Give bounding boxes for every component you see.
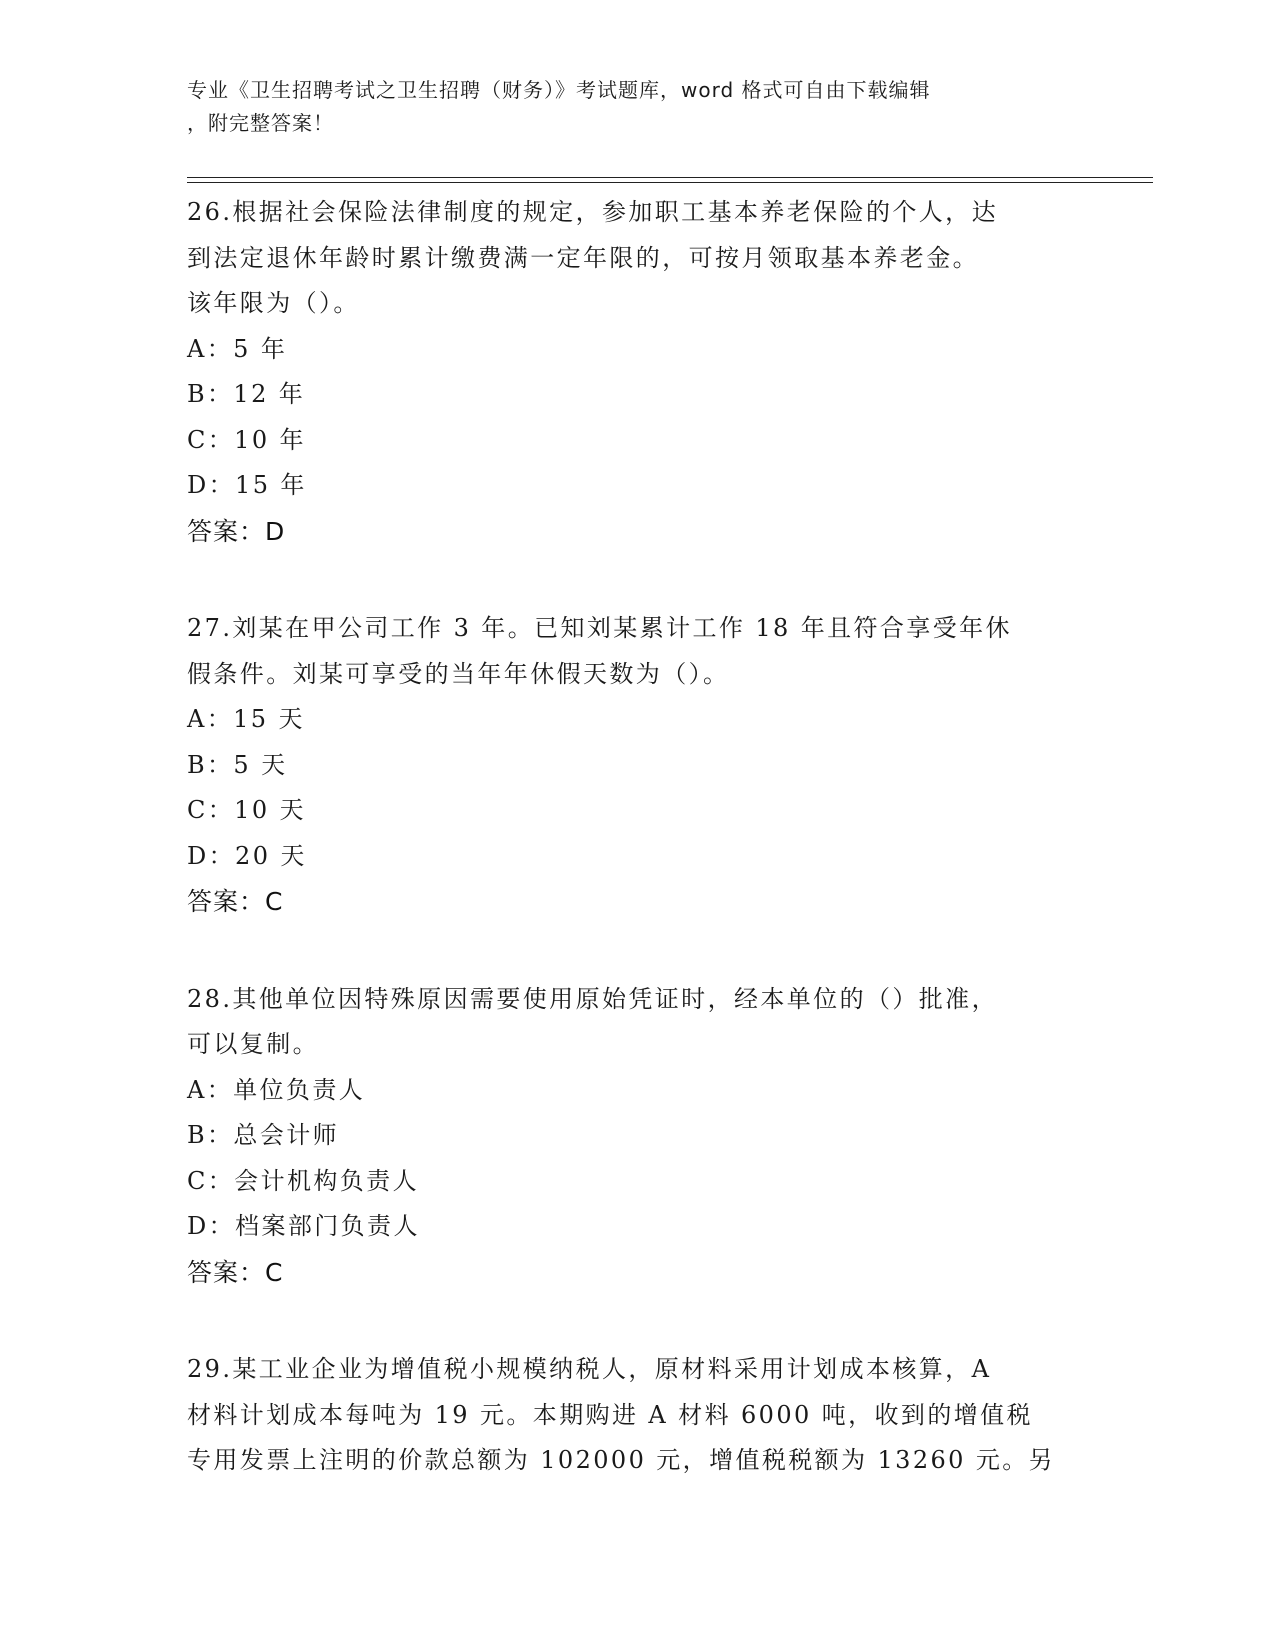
question-text-line: 该年限为（）。 — [187, 289, 360, 317]
question-28 — [187, 977, 1087, 1296]
option-b: B：总会计师 — [187, 1121, 340, 1149]
question-text-line: 26.根据社会保险法律制度的规定，参加职工基本养老保险的个人，达 — [187, 198, 998, 226]
header-line-2: ，附完整答案！ — [187, 111, 334, 135]
question-27 — [187, 606, 1087, 925]
option-d: D：档案部门负责人 — [187, 1212, 420, 1240]
option-a: A：单位负责人 — [187, 1075, 366, 1104]
option-c: C：10 年 — [187, 425, 306, 454]
question-text-line: 材料计划成本每吨为 19 元。本期购进 A 材料 6000 吨，收到的增值税 — [187, 1400, 1033, 1429]
question-text-line: 29.某工业企业为增值税小规模纳税人，原材料采用计划成本核算，A — [187, 1355, 992, 1383]
question-text-line: 假条件。刘某可享受的当年年休假天数为（）。 — [187, 659, 730, 688]
question-26 — [187, 190, 1087, 554]
answer-line: 答案：C — [187, 887, 284, 916]
question-text-line: 27.刘某在甲公司工作 3 年。已知刘某累计工作 18 年且符合享受年休 — [187, 614, 1012, 642]
option-c: C：10 天 — [187, 796, 306, 824]
question-text-line: 可以复制。 — [187, 1030, 319, 1058]
option-b: B：5 天 — [187, 750, 288, 779]
option-a: A：15 天 — [187, 705, 305, 733]
answer-line: 答案：C — [187, 1257, 284, 1287]
document-header — [187, 74, 1067, 140]
question-29 — [187, 1347, 1087, 1484]
option-a: A：5 年 — [187, 334, 288, 363]
option-d: D：20 天 — [187, 841, 307, 870]
option-b: B：12 年 — [187, 380, 306, 408]
question-text-line: 28.其他单位因特殊原因需要使用原始凭证时，经本单位的（）批准， — [187, 984, 998, 1013]
option-c: C：会计机构负责人 — [187, 1166, 419, 1195]
header-divider-bottom — [187, 182, 1153, 183]
option-d: D：15 年 — [187, 471, 307, 499]
header-divider-top — [187, 177, 1153, 178]
header-line-1: 专业《卫生招聘考试之卫生招聘（财务）》考试题库，word 格式可自由下载编辑 — [187, 78, 931, 102]
question-text-line: 到法定退休年龄时累计缴费满一定年限的，可按月领取基本养老金。 — [187, 243, 979, 272]
question-list — [187, 190, 1087, 1536]
question-text-line: 专用发票上注明的价款总额为 102000 元，增值税税额为 13260 元。另 — [187, 1446, 1056, 1474]
answer-line: 答案：D — [187, 516, 286, 546]
